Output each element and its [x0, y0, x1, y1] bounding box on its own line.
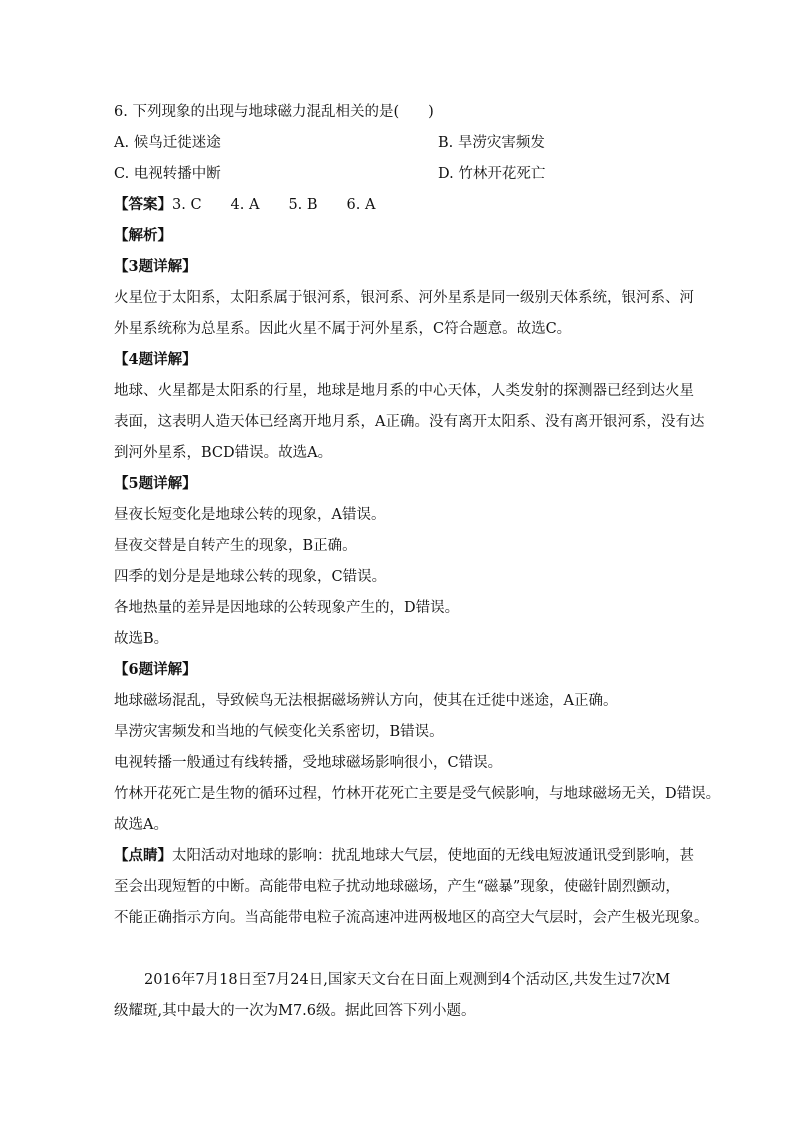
q4-line: 到河外星系，BCD错误。故选A。: [114, 445, 333, 461]
question-6-option-c: C. 电视转播中断: [114, 166, 221, 182]
q6-line: 电视转播一般通过有线转播，受地球磁场影响很小，C错误。: [114, 755, 503, 771]
analysis-label: 【解析】: [114, 227, 172, 244]
tip-line: 不能正确指示方向。当高能带电粒子流高速冲进两极地区的高空大气层时，会产生极光现象。: [114, 910, 709, 926]
answer-label: 【答案】: [114, 196, 172, 213]
tip-label: 【点睛】: [114, 847, 172, 864]
q6-line: 故选A。: [114, 817, 168, 833]
q5-line: 昼夜交替是自转产生的现象，B正确。: [114, 538, 357, 554]
tip-text: 太阳活动对地球的影响：扰乱地球大气层，使地面的无线电短波通讯受到影响，甚: [172, 848, 694, 864]
q5-label: 【5题详解】: [114, 475, 197, 492]
next-intro-line: 级耀斑,其中最大的一次为M7.6级。据此回答下列小题。: [114, 1003, 476, 1019]
question-6-option-d: D. 竹林开花死亡: [438, 166, 546, 182]
question-6-option-b: B. 旱涝灾害频发: [438, 135, 545, 151]
tip-line: 至会出现短暂的中断。高能带电粒子扰动地球磁场，产生“磁暴”现象，使磁针剧烈颤动，: [114, 879, 680, 895]
q4-line: 地球、火星都是太阳系的行星，地球是地月系的中心天体，人类发射的探测器已经到达火星: [114, 383, 694, 399]
q5-line: 故选B。: [114, 631, 169, 647]
q5-line: 各地热量的差异是因地球的公转现象产生的，D错误。: [114, 600, 460, 616]
answer-text: 3. C 4. A 5. B 6. A: [172, 197, 376, 213]
q6-line: 竹林开花死亡是生物的循环过程，竹林开花死亡主要是受气候影响，与地球磁场无关，D错误。: [114, 786, 721, 802]
q4-label: 【4题详解】: [114, 351, 197, 368]
q6-line: 地球磁场混乱，导致候鸟无法根据磁场辨认方向，使其在迁徙中迷途，A正确。: [114, 693, 618, 709]
q5-line: 昼夜长短变化是地球公转的现象，A错误。: [114, 507, 386, 523]
q6-line: 旱涝灾害频发和当地的气候变化关系密切，B错误。: [114, 724, 444, 740]
q5-line: 四季的划分是是地球公转的现象，C错误。: [114, 569, 387, 585]
q3-line: 外星系统称为总星系。因此火星不属于河外星系，C符合题意。故选C。: [114, 321, 572, 337]
q3-label: 【3题详解】: [114, 258, 197, 275]
tip-line-1: [114, 846, 694, 866]
next-intro-line: 2016年7月18日至7月24日,国家天文台在日面上观测到4个活动区,共发生过7次M: [144, 972, 671, 988]
q6-label: 【6题详解】: [114, 661, 197, 678]
q4-line: 表面，这表明人造天体已经离开地月系，A正确。没有离开太阳系、没有离开银河系，没有达: [114, 414, 705, 430]
question-6-option-a: A. 候鸟迁徙迷途: [114, 135, 221, 151]
q3-line: 火星位于太阳系，太阳系属于银河系，银河系、河外星系是同一级别天体系统，银河系、河: [114, 290, 694, 306]
answer-line: [114, 195, 375, 215]
question-6-stem: 6. 下列现象的出现与地球磁力混乱相关的是( ): [114, 104, 434, 120]
